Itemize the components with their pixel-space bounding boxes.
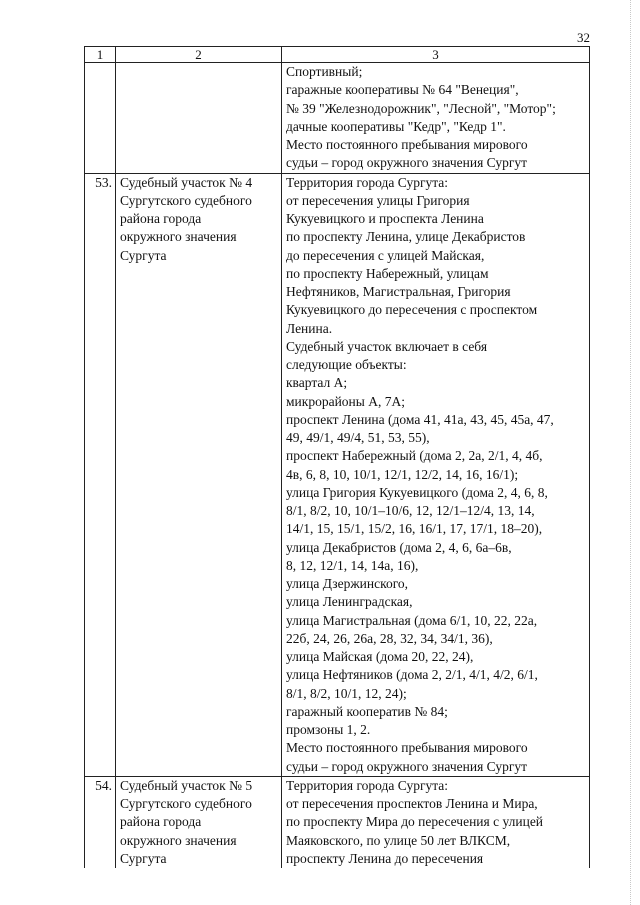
column-number-1: 1 <box>85 47 116 63</box>
territory-line: проспекту Ленина до пересечения <box>286 850 484 866</box>
column-number-2: 2 <box>116 47 282 63</box>
territory-line: 8/1, 8/2, 10, 10/1–10/6, 12, 12/1–12/4, 13, 14, <box>286 503 535 518</box>
territory-line: Судебный участок включает в себя <box>286 338 488 354</box>
territory-line: по проспекту Ленина, улице Декабристов <box>286 229 526 245</box>
territory-line: следующие объекты: <box>286 357 407 372</box>
district-territory <box>282 63 590 174</box>
territory-line: улица Майская (дома 20, 22, 24), <box>286 649 474 664</box>
territory-line: дачные кооперативы "Кедр", "Кедр 1". <box>286 118 506 134</box>
district-name <box>116 173 282 776</box>
territory-line: по проспекту Набережный, улицам <box>286 265 489 281</box>
territory-line: Нефтяников, Магистральная, Григория <box>286 284 511 299</box>
column-number-3: 3 <box>282 47 590 63</box>
territory-line: Кукуевицкого до пересечения с проспектом <box>286 302 538 318</box>
row-number: 53. <box>85 173 116 776</box>
territory-line: Территория города Сургута: <box>286 777 449 793</box>
district-name-line: Сургута <box>120 850 167 866</box>
court-districts-table <box>84 46 590 868</box>
territory-line: улица Дзержинского, <box>286 576 409 591</box>
district-name-line: района города <box>120 211 202 226</box>
territory-line: улица Григория Кукуевицкого (дома 2, 4, 6, 8, <box>286 484 548 500</box>
territory-line: Территория города Сургута: <box>286 174 449 190</box>
territory-line: гаражный кооператив № 84; <box>286 703 448 719</box>
table-row <box>85 63 590 174</box>
column-numbers-row <box>85 47 590 63</box>
territory-line: Ленина. <box>286 320 333 336</box>
territory-line: Спортивный; <box>286 64 363 79</box>
territory-line: по проспекту Мира до пересечения с улицей <box>286 814 544 830</box>
row-number: 54. <box>85 776 116 868</box>
territory-line: судьи – город окружного значения Сургут <box>286 758 528 774</box>
territory-line: промзоны 1, 2. <box>286 722 371 737</box>
territory-line: 49, 49/1, 49/4, 51, 53, 55), <box>286 430 430 445</box>
district-name-line: Судебный участок № 5 <box>120 777 253 793</box>
district-name-line: Сургутского судебного <box>120 796 252 811</box>
territory-line: от пересечения улицы Григория <box>286 192 470 208</box>
table-row <box>85 776 590 868</box>
row-number <box>85 63 116 174</box>
district-name <box>116 63 282 174</box>
territory-line: 8, 12, 12/1, 14, 14а, 16), <box>286 557 419 573</box>
territory-line: 4в, 6, 8, 10, 10/1, 12/1, 12/2, 14, 16, 16/1); <box>286 466 519 482</box>
territory-line: судьи – город окружного значения Сургут <box>286 155 528 171</box>
territory-line: Место постоянного пребывания мирового <box>286 137 528 152</box>
district-name-line: Сургута <box>120 247 167 263</box>
district-name-line: окружного значения <box>120 229 237 245</box>
territory-line: Маяковского, по улице 50 лет ВЛКСМ, <box>286 832 511 848</box>
territory-line: улица Нефтяников (дома 2, 2/1, 4/1, 4/2, 6/1, <box>286 667 538 683</box>
scan-edge-mark <box>630 0 632 905</box>
district-name-line: Сургутского судебного <box>120 192 252 208</box>
district-name <box>116 776 282 868</box>
table-row <box>85 173 590 776</box>
territory-line: проспект Набережный (дома 2, 2а, 2/1, 4, 4б, <box>286 448 543 464</box>
district-name-line: Судебный участок № 4 <box>120 174 253 190</box>
territory-line: проспект Ленина (дома 41, 41а, 43, 45, 45а, 47, <box>286 411 554 427</box>
district-name-line: окружного значения <box>120 832 237 848</box>
territory-line: улица Декабристов (дома 2, 4, 6, 6а–6в, <box>286 539 512 555</box>
territory-line: 22б, 24, 26, 26а, 28, 32, 34, 34/1, 36), <box>286 630 493 646</box>
territory-line: улица Ленинградская, <box>286 594 413 610</box>
territory-line: квартал А; <box>286 375 348 391</box>
territory-line: Кукуевицкого и проспекта Ленина <box>286 211 484 226</box>
territory-line: 14/1, 15, 15/1, 15/2, 16, 16/1, 17, 17/1, 18–20), <box>286 521 543 537</box>
page-number: 32 <box>577 30 590 45</box>
territory-line: Место постоянного пребывания мирового <box>286 740 528 756</box>
territory-line: гаражные кооперативы № 64 "Венеция", <box>286 82 519 98</box>
district-territory <box>282 173 590 776</box>
territory-line: от пересечения проспектов Ленина и Мира, <box>286 796 538 811</box>
territory-line: улица Магистральная (дома 6/1, 10, 22, 22а, <box>286 612 538 628</box>
territory-line: микрорайоны А, 7А; <box>286 393 405 409</box>
territory-line: № 39 "Железнодорожник", "Лесной", "Мотор"; <box>286 100 556 116</box>
district-territory <box>282 776 590 868</box>
district-name-line: района города <box>120 814 202 830</box>
territory-line: 8/1, 8/2, 10/1, 12, 24); <box>286 685 407 701</box>
territory-line: до пересечения с улицей Майская, <box>286 247 485 263</box>
